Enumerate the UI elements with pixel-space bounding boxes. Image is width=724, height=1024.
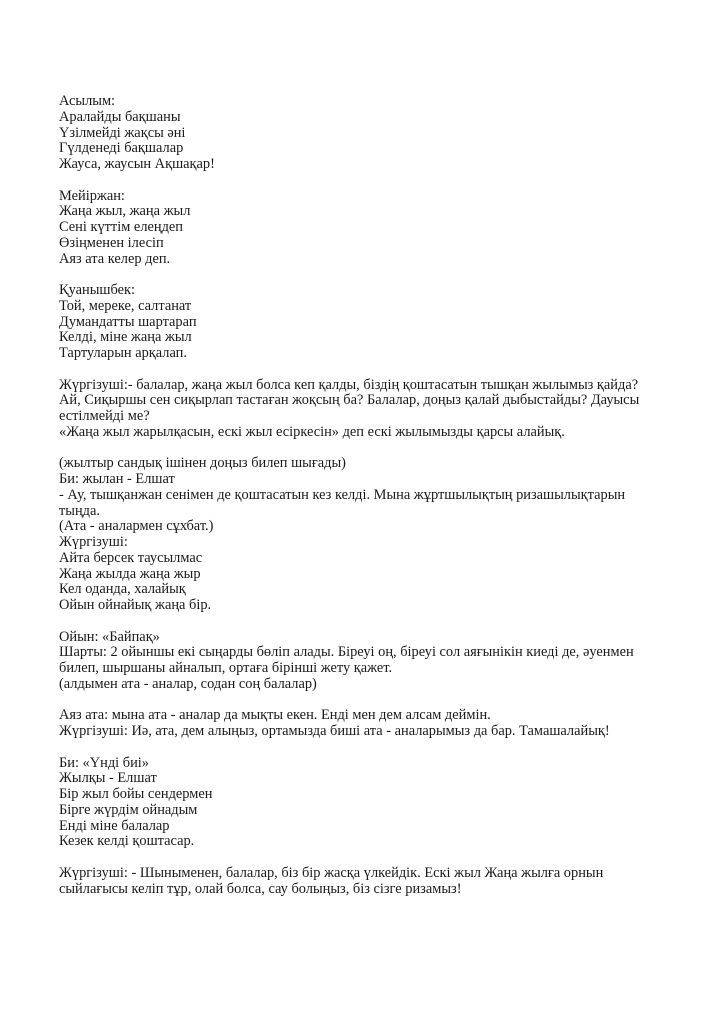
verse-line: Гүлденеді бақшалар	[59, 140, 184, 157]
verse-meirzhan	[59, 189, 689, 268]
paragraph-line: - Ау, тышқанжан сенімен де қоштасатын кез келді. Мына жұртшылықтың ризашылықтарын	[59, 486, 626, 503]
verse-line: Думандатты шартарап	[59, 313, 197, 330]
verse-line: Өзіңменен ілесіп	[59, 234, 164, 251]
verse-line: Сені күттім елеңдеп	[59, 219, 183, 235]
paragraph-line: тыңда.	[59, 502, 100, 519]
verse-line: Жаңа жылда жаңа жыр	[59, 565, 201, 582]
game-rules-line: Шарты: 2 ойыншы екі сыңарды бөліп алады. Біреуі оң, біреуі сол аяғынікін киеді де, әуенмен	[59, 644, 634, 661]
paragraph-line: сыйлағысы келіп тұр, олай болса, сау болыңыз, біз сізге ризамыз!	[59, 880, 462, 897]
speaker-label: Жылқы - Елшат	[59, 770, 157, 787]
dialogue-line: Жүргізуші: Иә, ата, дем алыңыз, ортамызда биші ата - аналарымыз да бар. Тамашалайық!	[59, 723, 610, 739]
verse-line: Бірге жүрдім ойнадым	[59, 801, 198, 818]
speaker-label: Мейіржан:	[59, 187, 125, 204]
verse-undi-bii	[59, 756, 689, 851]
verse-kuanyshbek	[59, 283, 689, 362]
dialogue-line: Аяз ата: мына ата - аналар да мықты екен. Енді мен дем алсам деймін.	[59, 707, 491, 724]
verse-line: Кел оданда, халайық	[59, 581, 186, 598]
stage-direction: (Ата - аналармен сұхбат.)	[59, 518, 214, 535]
dance-scene	[59, 456, 689, 614]
verse-line: Кезек келді қоштасар.	[59, 833, 195, 850]
verse-line: Келді, міне жаңа жыл	[59, 329, 192, 346]
host-speech-1	[59, 378, 689, 441]
verse-line: Үзілмейді жақсы әні	[59, 124, 186, 141]
paragraph-line: Жүргізуші: - Шыныменен, балалар, біз бір жасқа үлкейдік. Ескі жыл Жаңа жылға орнын	[59, 864, 604, 881]
verse-line: Енді міне балалар	[59, 817, 170, 834]
host-speech-final	[59, 866, 689, 898]
paragraph-line: естілмейді ме?	[59, 408, 150, 424]
stage-direction: (жылтыр сандық ішінен доңыз билеп шығады)	[59, 455, 346, 472]
game-baipak	[59, 630, 689, 693]
dance-title: Би: жылан - Елшат	[59, 471, 175, 487]
stage-direction: (алдымен ата - аналар, содан соң балалар)	[59, 675, 317, 692]
paragraph-line: Ай, Сиқыршы сен сиқырлап тастаған жоқсың ба? Балалар, доңыз қалай дыбыстайды? Дауысы	[59, 392, 640, 409]
verse-line: Бір жыл бойы сендермен	[59, 786, 213, 802]
paragraph-line: «Жаңа жыл жарылқасын, ескі жыл есіркесін» деп ескі жылымызды қарсы алайық.	[59, 423, 565, 440]
verse-line: Тартуларын арқалап.	[59, 345, 187, 361]
document-page	[59, 94, 689, 913]
verse-line: Жауса, жаусын Ақшақар!	[59, 156, 215, 172]
verse-line: Той, мереке, салтанат	[59, 297, 192, 314]
speaker-label: Қуанышбек:	[59, 282, 135, 298]
dialogue-ayaz-ata	[59, 708, 689, 740]
speaker-label: Жүргізуші:	[59, 534, 128, 550]
verse-asylym	[59, 94, 689, 173]
paragraph-line: Жүргізуші:- балалар, жаңа жыл болса кеп қалды, біздің қоштасатын тышқан жылымыз қайда?	[59, 376, 639, 393]
speaker-label: Асылым:	[59, 93, 116, 109]
verse-line: Аяз ата келер деп.	[59, 250, 171, 267]
verse-line: Жаңа жыл, жаңа жыл	[59, 203, 191, 220]
game-title: Ойын: «Байпақ»	[59, 628, 160, 645]
verse-line: Айта берсек таусылмас	[59, 549, 203, 566]
verse-line: Аралайды бақшаны	[59, 108, 181, 125]
game-rules-line: билеп, шыршаны айналып, ортаға бірінші жету қажет.	[59, 660, 393, 676]
verse-line: Ойын ойнайық жаңа бір.	[59, 597, 212, 613]
dance-title: Би: «Үнді биі»	[59, 754, 149, 771]
